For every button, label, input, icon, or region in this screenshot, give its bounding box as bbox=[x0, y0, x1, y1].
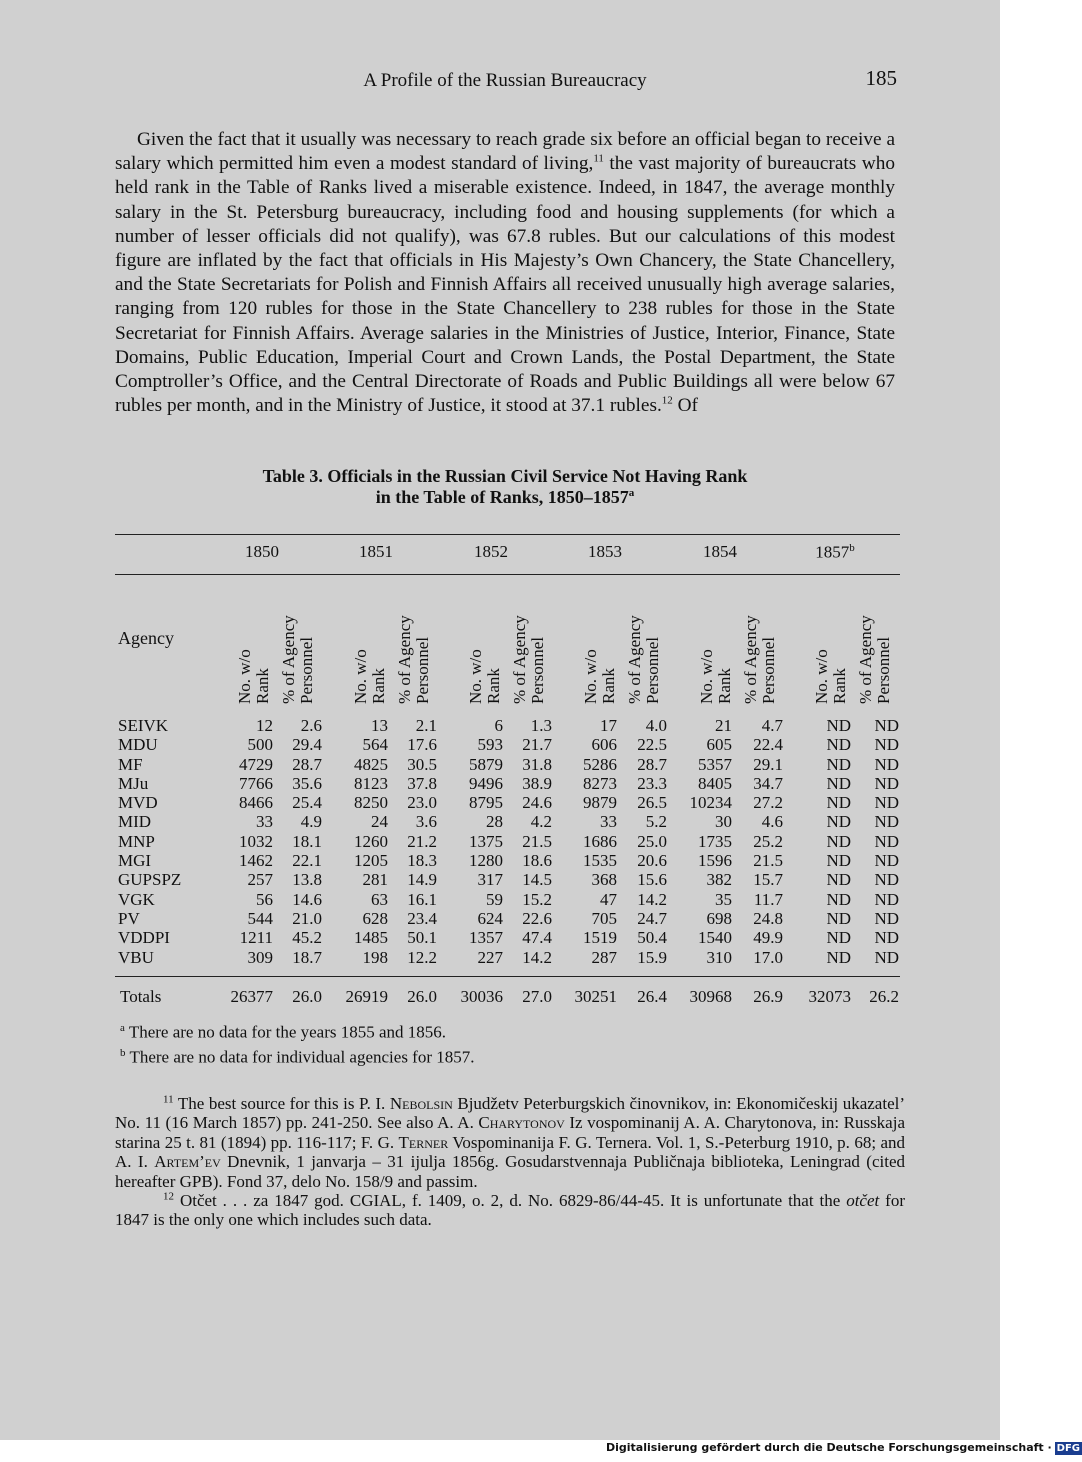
table-cell: 50.4 bbox=[637, 928, 667, 948]
col-header-text bbox=[511, 584, 555, 704]
table-cell: 287 bbox=[591, 947, 617, 967]
table-cell: 25.4 bbox=[292, 793, 322, 813]
table-cell: 21.5 bbox=[753, 851, 783, 871]
table-cell: 21.7 bbox=[522, 735, 552, 755]
table-cell: 50.1 bbox=[407, 928, 437, 948]
table-cell: 1211 bbox=[239, 928, 273, 948]
table-cell: 49.9 bbox=[753, 928, 783, 948]
footnote-12 bbox=[115, 1191, 905, 1230]
table-cell: 1535 bbox=[583, 851, 617, 871]
table-cell: 1375 bbox=[469, 831, 503, 851]
page-number: 185 bbox=[865, 66, 897, 90]
table-cell: ND bbox=[874, 908, 899, 928]
table-cell: 1686 bbox=[583, 831, 617, 851]
table-cell: 12.2 bbox=[407, 947, 437, 967]
table-cell: 22.4 bbox=[753, 735, 783, 755]
totals-cell: 30036 bbox=[460, 987, 503, 1006]
table-cell: 5879 bbox=[469, 754, 503, 774]
table-cell: ND bbox=[826, 773, 851, 793]
caption-line-2: in the Table of Ranks, 1850–1857 bbox=[375, 487, 629, 507]
table-cell: 18.1 bbox=[292, 831, 322, 851]
col-header-line-2: Rank bbox=[484, 668, 503, 704]
table-cell: 309 bbox=[247, 947, 273, 967]
table-cell: 24 bbox=[371, 812, 388, 832]
table-cell: 8466 bbox=[239, 793, 273, 813]
table-cell: 5286 bbox=[583, 754, 617, 774]
table-cell: 382 bbox=[706, 870, 732, 890]
table-cell: 368 bbox=[591, 870, 617, 890]
fn11-text-a: The best source for this is P. I. bbox=[177, 1094, 390, 1113]
totals-cell: 26.9 bbox=[753, 987, 783, 1006]
totals-label: Totals bbox=[120, 987, 162, 1006]
col-header-text bbox=[236, 584, 280, 704]
col-header-pct-agency bbox=[742, 584, 786, 704]
table-cell: 35.6 bbox=[292, 773, 322, 793]
agency-cell: MNP bbox=[118, 831, 155, 851]
col-header-line-1: % of Agency bbox=[856, 615, 875, 704]
table-note-b-mark: b bbox=[120, 1046, 126, 1059]
col-header-line-2: Rank bbox=[830, 668, 849, 704]
table-cell: 698 bbox=[706, 908, 732, 928]
agency-cell: VDDPI bbox=[118, 928, 170, 948]
table-cell: 14.9 bbox=[407, 870, 437, 890]
col-header-line-1: % of Agency bbox=[395, 615, 414, 704]
table-cell: 564 bbox=[362, 735, 388, 755]
table-row bbox=[0, 774, 1000, 793]
totals-cell: 26.4 bbox=[637, 987, 667, 1006]
table-cell: 281 bbox=[362, 870, 388, 890]
table-cell: ND bbox=[826, 908, 851, 928]
fn11-author-4: Artem’ev bbox=[154, 1152, 221, 1172]
footnotes bbox=[115, 1094, 905, 1230]
table-cell: ND bbox=[826, 851, 851, 871]
col-header-line-2: Rank bbox=[369, 668, 388, 704]
fn12-text-a: Otčet . . . za 1847 god. CGIAL, f. 1409, o. 2, d. No. 6829-86/44-45. It is unfortunate that the bbox=[179, 1191, 847, 1211]
table-cell: 5357 bbox=[698, 754, 732, 774]
table-cell: 14.5 bbox=[522, 870, 552, 890]
agency-cell: SEIVK bbox=[118, 716, 169, 735]
table-cell: 1519 bbox=[583, 928, 617, 948]
table-row bbox=[0, 716, 1000, 735]
agency-cell: MGI bbox=[118, 851, 152, 871]
table-cell: 606 bbox=[591, 735, 617, 755]
table-top-rule bbox=[115, 534, 900, 535]
year-1853: 1853 bbox=[588, 542, 622, 561]
table-cell: 628 bbox=[362, 908, 388, 928]
table-cell: 47 bbox=[600, 889, 617, 909]
col-header-text bbox=[396, 584, 440, 704]
year-1852: 1852 bbox=[474, 542, 508, 561]
table-note-a bbox=[120, 1018, 900, 1043]
col-header-pct-agency bbox=[626, 584, 670, 704]
table-cell: 1357 bbox=[469, 928, 503, 948]
table-row bbox=[0, 928, 1000, 947]
table-cell: 20.6 bbox=[637, 851, 667, 871]
table-cell: 18.3 bbox=[407, 851, 437, 871]
table-cell: ND bbox=[874, 831, 899, 851]
body-text-part-3: Of bbox=[672, 395, 698, 417]
header-rule bbox=[115, 574, 900, 575]
table-cell: 544 bbox=[247, 908, 273, 928]
fn12-italic: otčet bbox=[846, 1191, 880, 1211]
table-cell: 17.6 bbox=[407, 735, 437, 755]
col-header-line-1: % of Agency bbox=[510, 615, 529, 704]
table-cell: ND bbox=[826, 889, 851, 909]
table-cell: 13.8 bbox=[292, 870, 322, 890]
table-notes bbox=[120, 1018, 900, 1067]
table-cell: 6 bbox=[494, 716, 503, 735]
table-cell: 15.6 bbox=[637, 870, 667, 890]
col-header-line-1: No. w/o bbox=[697, 649, 716, 704]
totals-cell: 26377 bbox=[230, 987, 273, 1006]
table-cell: ND bbox=[874, 870, 899, 890]
table-cell: 12 bbox=[256, 716, 273, 735]
col-header-line-1: No. w/o bbox=[466, 649, 485, 704]
year-1851: 1851 bbox=[359, 542, 393, 561]
running-title: A Profile of the Russian Bureaucracy bbox=[363, 70, 647, 91]
page-header bbox=[115, 66, 895, 96]
table-cell: 4729 bbox=[239, 754, 273, 774]
table-cell: 26.5 bbox=[637, 793, 667, 813]
table-cell: ND bbox=[826, 716, 851, 735]
year-1857-note-mark: b bbox=[849, 542, 855, 554]
table-cell: 63 bbox=[371, 889, 388, 909]
table-cell: ND bbox=[826, 870, 851, 890]
table-cell: 4.7 bbox=[761, 716, 783, 735]
table-cell: ND bbox=[874, 716, 899, 735]
col-header-line-1: No. w/o bbox=[812, 649, 831, 704]
col-header-pct-agency bbox=[857, 584, 901, 704]
table-cell: ND bbox=[874, 889, 899, 909]
table-cell: ND bbox=[874, 793, 899, 813]
table-caption bbox=[115, 466, 895, 508]
col-header-text bbox=[698, 584, 742, 704]
table-cell: 15.2 bbox=[522, 889, 552, 909]
col-header-text bbox=[626, 584, 670, 704]
fn12-text-b: for 1847 is the only one which includes such data. bbox=[115, 1191, 906, 1230]
totals-cell: 27.0 bbox=[522, 987, 552, 1006]
table-cell: ND bbox=[826, 812, 851, 832]
table-cell: 5.2 bbox=[645, 812, 667, 832]
dfg-logo: DFG bbox=[1056, 1443, 1081, 1454]
table-row bbox=[0, 755, 1000, 774]
year-1854: 1854 bbox=[703, 542, 737, 561]
col-header-line-2: Personnel bbox=[874, 636, 893, 704]
table-cell: 1540 bbox=[698, 928, 732, 948]
totals-cell: 26.2 bbox=[869, 987, 899, 1006]
table-cell: ND bbox=[826, 735, 851, 755]
table-cell: 24.7 bbox=[637, 908, 667, 928]
table-cell: 14.6 bbox=[292, 889, 322, 909]
fn11-author-1: Nebolsin bbox=[389, 1094, 453, 1113]
table-cell: ND bbox=[874, 947, 899, 967]
col-header-no-wo-rank bbox=[582, 584, 626, 704]
agency-cell: MID bbox=[118, 812, 152, 832]
totals-cell: 26.0 bbox=[407, 987, 437, 1006]
table-cell: 624 bbox=[477, 908, 503, 928]
table-cell: 4.2 bbox=[530, 812, 552, 832]
table-row bbox=[0, 851, 1000, 870]
table-cell: 24.6 bbox=[522, 793, 552, 813]
table-cell: 4.0 bbox=[645, 716, 667, 735]
table-cell: 3.6 bbox=[415, 812, 437, 832]
table-cell: ND bbox=[826, 793, 851, 813]
table-cell: 8405 bbox=[698, 773, 732, 793]
data-table-body bbox=[0, 716, 1000, 967]
fn11-text-d: Vospominanija F. G. Ternera. Vol. 1, S.-Peterburg 1910, p. 68; and A. I. bbox=[115, 1132, 906, 1172]
table-cell: ND bbox=[874, 851, 899, 871]
agency-cell: PV bbox=[118, 908, 140, 928]
table-cell: ND bbox=[874, 735, 899, 755]
col-header-text bbox=[467, 584, 511, 704]
col-header-pct-agency bbox=[280, 584, 324, 704]
table-cell: 27.2 bbox=[753, 793, 783, 813]
agency-cell: MVD bbox=[118, 793, 158, 813]
table-cell: 47.4 bbox=[522, 928, 552, 948]
col-header-line-2: Rank bbox=[253, 668, 272, 704]
table-cell: ND bbox=[874, 812, 899, 832]
table-row bbox=[0, 948, 1000, 967]
fn11-text-e: Dnevnik, 1 janvarja – 31 ijulja 1856g. Gosudarstvennaja Publičnaja biblioteka, Leningrad (cited hereafter GPB). Fond 37, delo No. 158/9 and passim. bbox=[115, 1152, 905, 1191]
totals-cell: 32073 bbox=[808, 987, 851, 1006]
col-header-text bbox=[280, 584, 324, 704]
dfg-banner bbox=[606, 1441, 1082, 1455]
table-cell: 18.7 bbox=[292, 947, 322, 967]
table-cell: 28.7 bbox=[292, 754, 322, 774]
table-cell: 15.9 bbox=[637, 947, 667, 967]
table-row bbox=[0, 909, 1000, 928]
table-cell: ND bbox=[874, 928, 899, 948]
col-header-no-wo-rank bbox=[236, 584, 280, 704]
table-cell: 33 bbox=[600, 812, 617, 832]
totals-cell: 26.0 bbox=[292, 987, 322, 1006]
col-header-line-2: Personnel bbox=[413, 636, 432, 704]
col-header-line-1: No. w/o bbox=[581, 649, 600, 704]
table-cell: 605 bbox=[706, 735, 732, 755]
table-note-b bbox=[120, 1043, 900, 1068]
table-cell: 1735 bbox=[698, 831, 732, 851]
table-cell: 1485 bbox=[354, 928, 388, 948]
col-header-line-2: Rank bbox=[715, 668, 734, 704]
totals-cell: 30968 bbox=[689, 987, 732, 1006]
totals-cell: 30251 bbox=[574, 987, 617, 1006]
table-cell: 9879 bbox=[583, 793, 617, 813]
col-header-line-1: No. w/o bbox=[351, 649, 370, 704]
caption-note-mark: a bbox=[628, 487, 635, 499]
footnote-ref-11: 11 bbox=[593, 152, 604, 165]
totals-rule bbox=[115, 976, 900, 977]
totals-cell: 26919 bbox=[345, 987, 388, 1006]
table-cell: 2.6 bbox=[300, 716, 322, 735]
year-header-row bbox=[0, 542, 1000, 566]
fn11-text-c: Iz vospominanij A. A. Charytonova, in: Russkaja starina 25 t. 81 (1894) pp. 116-117; F. G. bbox=[115, 1113, 905, 1152]
table-cell: 1596 bbox=[698, 851, 732, 871]
table-cell: 21 bbox=[715, 716, 732, 735]
table-cell: 25.2 bbox=[753, 831, 783, 851]
table-cell: 1260 bbox=[354, 831, 388, 851]
table-cell: 24.8 bbox=[753, 908, 783, 928]
col-header-line-2: Personnel bbox=[297, 636, 316, 704]
table-cell: 1280 bbox=[469, 851, 503, 871]
body-text-part-2: the vast majority of bureaucrats who held rank in the Table of Ranks lived a miserable existence. Indeed, in 1847, the average monthly salary in the St. Petersburg bureaucracy, including food and housing supplements (for which a number of lesser officials did not qualify), was 67.8 rubles. But our calculations of this modest figure are inflated by the fact that officials in His Majesty’s Own Chancery, the State Chancellery, and the State Secretariats for Polish and Finnish Affairs all received unusually high average salaries, ranging from 120 rubles for those in the State Chancellery to 238 rubles for those in the State Secretariat for Finnish Affairs. Average salaries in the Ministries of Justice, Interior, Finance, State Domains, Public Education, Imperial Court and Crown Lands, the Postal Department, the State Comptroller’s Office, and the Central Directorate of Roads and Public Buildings all were below 67 rubles per month, and in the Ministry of Justice, it stood at 37.1 rubles. bbox=[115, 153, 895, 417]
col-header-text bbox=[742, 584, 786, 704]
table-cell: 8795 bbox=[469, 793, 503, 813]
table-cell: 31.8 bbox=[522, 754, 552, 774]
col-header-text bbox=[582, 584, 626, 704]
table-cell: ND bbox=[826, 947, 851, 967]
col-header-no-wo-rank bbox=[352, 584, 396, 704]
col-header-line-1: % of Agency bbox=[741, 615, 760, 704]
col-header-line-2: Personnel bbox=[643, 636, 662, 704]
col-header-line-2: Personnel bbox=[759, 636, 778, 704]
footnote-11-number: 11 bbox=[163, 1093, 174, 1106]
table-note-b-text: There are no data for individual agencies for 1857. bbox=[129, 1047, 475, 1067]
table-note-a-mark: a bbox=[120, 1022, 125, 1034]
table-cell: 21.2 bbox=[407, 831, 437, 851]
table-cell: ND bbox=[826, 754, 851, 774]
col-header-line-2: Personnel bbox=[528, 636, 547, 704]
agency-cell: MDU bbox=[118, 735, 158, 755]
fn11-author-3: Terner bbox=[398, 1132, 449, 1152]
table-row bbox=[0, 890, 1000, 909]
table-cell: 8250 bbox=[354, 793, 388, 813]
table-row bbox=[0, 870, 1000, 889]
fn11-author-2: Charytonov bbox=[478, 1113, 565, 1133]
col-header-no-wo-rank bbox=[813, 584, 857, 704]
fn11-text-b: Bjudžetv Peterburgskich činovnikov, in: Ekonomičeskij ukazatel’ No. 11 (16 March 1857) pp. 241-250. See also A. A. bbox=[115, 1094, 905, 1133]
table-cell: 1462 bbox=[239, 851, 273, 871]
col-header-line-1: No. w/o bbox=[235, 649, 254, 704]
table-cell: 37.8 bbox=[407, 773, 437, 793]
col-header-pct-agency bbox=[511, 584, 555, 704]
table-cell: 1205 bbox=[354, 851, 388, 871]
agency-cell: GUPSPZ bbox=[118, 870, 182, 890]
table-cell: 13 bbox=[371, 716, 388, 735]
body-paragraph bbox=[115, 128, 895, 418]
table-cell: 4.9 bbox=[300, 812, 322, 832]
table-note-a-text: There are no data for the years 1855 and 1856. bbox=[128, 1022, 447, 1042]
table-cell: 23.3 bbox=[637, 773, 667, 793]
col-header-text bbox=[352, 584, 396, 704]
table-cell: 227 bbox=[477, 947, 503, 967]
col-header-text bbox=[813, 584, 857, 704]
agency-cell: VBU bbox=[118, 947, 154, 967]
col-header-pct-agency bbox=[396, 584, 440, 704]
table-cell: 56 bbox=[256, 889, 273, 909]
table-cell: ND bbox=[826, 928, 851, 948]
table-cell: 22.1 bbox=[292, 851, 322, 871]
banner-text: Digitalisierung gefördert durch die Deutsche Forschungsgemeinschaft · bbox=[606, 1441, 1052, 1454]
table-cell: 30.5 bbox=[407, 754, 437, 774]
table-cell: 25.0 bbox=[637, 831, 667, 851]
table-cell: 593 bbox=[477, 735, 503, 755]
table-cell: ND bbox=[826, 831, 851, 851]
table-cell: 7766 bbox=[239, 773, 273, 793]
table-row bbox=[0, 832, 1000, 851]
table-cell: 500 bbox=[247, 735, 273, 755]
table-cell: 14.2 bbox=[637, 889, 667, 909]
agency-cell: MF bbox=[118, 754, 143, 774]
table-cell: 35 bbox=[715, 889, 732, 909]
table-cell: 1032 bbox=[239, 831, 273, 851]
table-cell: 317 bbox=[477, 870, 503, 890]
year-1850: 1850 bbox=[245, 542, 279, 561]
table-cell: 705 bbox=[591, 908, 617, 928]
table-row bbox=[0, 812, 1000, 831]
table-cell: 1.3 bbox=[530, 716, 552, 735]
footnote-12-number: 12 bbox=[163, 1190, 174, 1203]
table-cell: 33 bbox=[256, 812, 273, 832]
table-cell: ND bbox=[874, 754, 899, 774]
col-header-no-wo-rank bbox=[467, 584, 511, 704]
table-cell: 17.0 bbox=[753, 947, 783, 967]
footnote-11 bbox=[115, 1094, 905, 1191]
table-row bbox=[0, 735, 1000, 754]
caption-line-1: Table 3. Officials in the Russian Civil Service Not Having Rank bbox=[262, 466, 748, 486]
footnote-ref-12: 12 bbox=[661, 394, 673, 407]
table-cell: 34.7 bbox=[753, 773, 783, 793]
table-cell: 17 bbox=[600, 716, 617, 735]
table-cell: 11.7 bbox=[753, 889, 783, 909]
agency-cell: VGK bbox=[118, 889, 155, 909]
table-cell: 28.7 bbox=[637, 754, 667, 774]
table-cell: 22.6 bbox=[522, 908, 552, 928]
table-cell: 8273 bbox=[583, 773, 617, 793]
table-cell: 4825 bbox=[354, 754, 388, 774]
table-cell: 2.1 bbox=[415, 716, 437, 735]
table-cell: 10234 bbox=[689, 793, 732, 813]
table-cell: 45.2 bbox=[292, 928, 322, 948]
table-cell: 59 bbox=[486, 889, 503, 909]
year-1857 bbox=[795, 542, 875, 563]
col-header-line-1: % of Agency bbox=[279, 615, 298, 704]
col-header-no-wo-rank bbox=[698, 584, 742, 704]
table-cell: 16.1 bbox=[407, 889, 437, 909]
table-cell: 23.0 bbox=[407, 793, 437, 813]
col-header-text bbox=[857, 584, 901, 704]
table-cell: 22.5 bbox=[637, 735, 667, 755]
table-cell: 23.4 bbox=[407, 908, 437, 928]
table-cell: 14.2 bbox=[522, 947, 552, 967]
table-cell: 8123 bbox=[354, 773, 388, 793]
table-cell: 21.5 bbox=[522, 831, 552, 851]
table-cell: 257 bbox=[247, 870, 273, 890]
table-cell: 4.6 bbox=[761, 812, 783, 832]
table-cell: 38.9 bbox=[522, 773, 552, 793]
table-cell: ND bbox=[874, 773, 899, 793]
table-cell: 198 bbox=[362, 947, 388, 967]
agency-cell: MJu bbox=[118, 773, 149, 793]
year-1857-label: 1857 bbox=[815, 542, 850, 562]
table-cell: 28 bbox=[486, 812, 503, 832]
table-cell: 15.7 bbox=[753, 870, 783, 890]
body-text-part-1: Given the fact that it usually was necessary to reach grade six before an official began to receive a salary which permitted him even a modest standard of living, bbox=[115, 129, 895, 175]
table-cell: 21.0 bbox=[292, 908, 322, 928]
col-header-line-1: % of Agency bbox=[625, 615, 644, 704]
totals-row bbox=[0, 987, 1000, 1007]
table-row bbox=[0, 793, 1000, 812]
table-cell: 18.6 bbox=[522, 851, 552, 871]
col-header-line-2: Rank bbox=[599, 668, 618, 704]
table-cell: 29.1 bbox=[753, 754, 783, 774]
agency-column-header: Agency bbox=[118, 628, 174, 648]
table-cell: 310 bbox=[706, 947, 732, 967]
table-cell: 30 bbox=[715, 812, 732, 832]
table-cell: 9496 bbox=[469, 773, 503, 793]
table-cell: 29.4 bbox=[292, 735, 322, 755]
